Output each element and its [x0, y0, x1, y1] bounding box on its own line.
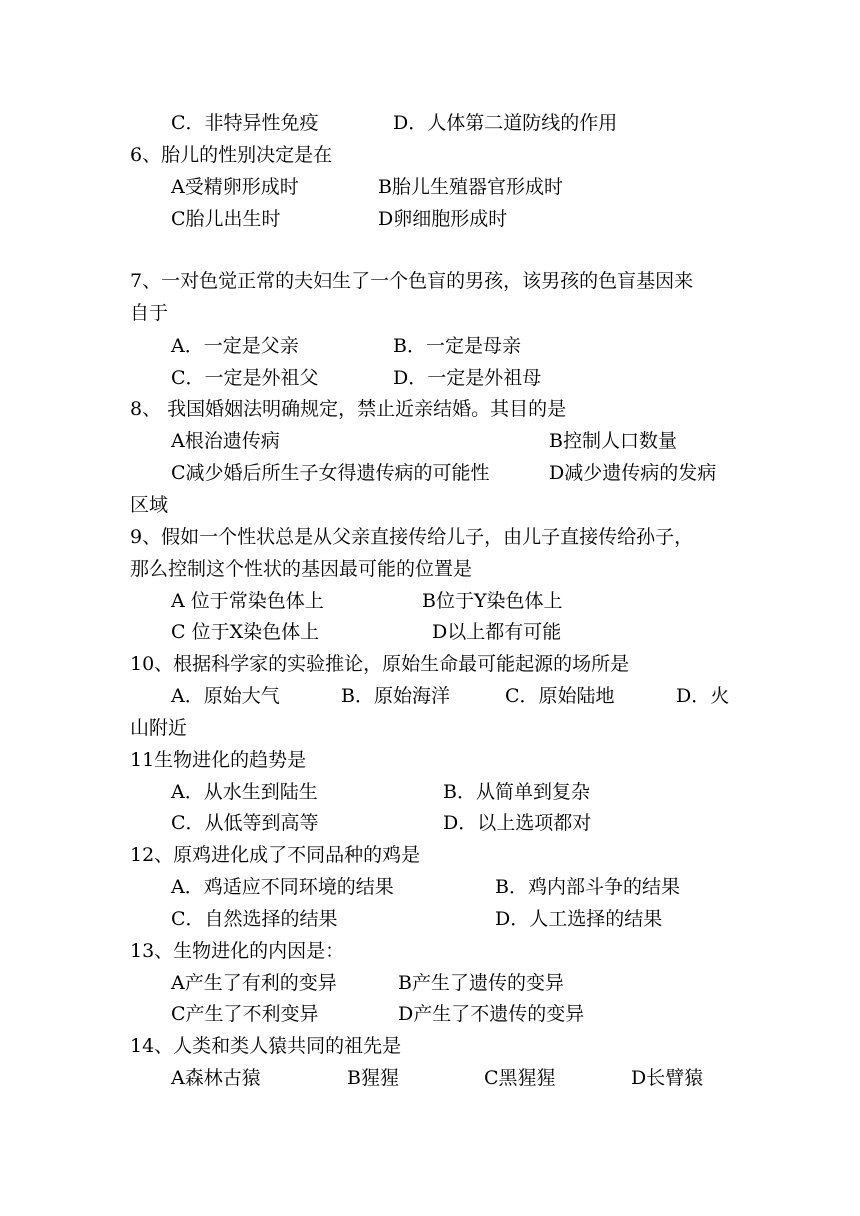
q12-option-b: B．鸡内部斗争的结果 — [495, 876, 680, 898]
question-13: 13、生物进化的内因是： — [130, 940, 345, 962]
q8-option-d: D减少遗传病的发病 — [549, 462, 717, 484]
q6-option-d: D卵细胞形成时 — [378, 208, 508, 230]
q12-option-d: D．人工选择的结果 — [495, 908, 663, 930]
q13-option-d: D产生了不遗传的变异 — [398, 1003, 585, 1025]
q6-option-c: C胎儿出生时 — [171, 208, 281, 230]
q11-option-a: A．从水生到陆生 — [171, 781, 318, 803]
q7-option-b: B．一定是母亲 — [393, 335, 521, 357]
q14-option-c: C黑猩猩 — [484, 1067, 556, 1089]
q12-option-a: A．鸡适应不同环境的结果 — [171, 876, 394, 898]
q9-option-c: C 位于X染色体上 — [171, 621, 320, 643]
q7-option-d: D．一定是外祖母 — [393, 367, 542, 389]
q10-option-b: B．原始海洋 — [341, 685, 450, 707]
question-10: 10、根据科学家的实验推论，原始生命最可能起源的场所是 — [130, 653, 630, 675]
q9-option-a: A 位于常染色体上 — [171, 590, 324, 612]
question-12: 12、原鸡进化成了不同品种的鸡是 — [130, 844, 421, 866]
q12-option-c: C．自然选择的结果 — [171, 908, 338, 930]
q8-option-b: B控制人口数量 — [549, 430, 677, 452]
question-14: 14、人类和类人猿共同的祖先是 — [130, 1035, 402, 1057]
q6-option-a: A受精卵形成时 — [171, 176, 299, 198]
question-6: 6、胎儿的性别决定是在 — [130, 144, 333, 166]
q7-option-a: A．一定是父亲 — [171, 335, 299, 357]
q9-option-b: B位于Y染色体上 — [422, 590, 563, 612]
q10-option-d-cont: 山附近 — [130, 717, 188, 739]
q13-option-b: B产生了遗传的变异 — [398, 972, 564, 994]
q9-option-d: D以上都有可能 — [432, 621, 562, 643]
q6-option-b: B胎儿生殖器官形成时 — [378, 176, 563, 198]
q14-option-a: A森林古猿 — [171, 1067, 261, 1089]
q13-option-a: A产生了有利的变异 — [171, 972, 337, 994]
q8-option-a: A根治遗传病 — [171, 430, 280, 452]
q14-option-d: D长臂猿 — [631, 1067, 704, 1089]
question-8: 8、 我国婚姻法明确规定，禁止近亲结婚。其目的是 — [130, 398, 567, 420]
q11-option-b: B．从简单到复杂 — [443, 781, 590, 803]
q5-option-c: C．非特异性免疫 — [171, 112, 319, 134]
question-11: 11生物进化的趋势是 — [130, 749, 307, 771]
q11-option-c: C．从低等到高等 — [171, 812, 319, 834]
q10-option-c: C．原始陆地 — [505, 685, 615, 707]
q10-option-a: A．原始大气 — [171, 685, 280, 707]
q10-option-d: D．火 — [676, 685, 730, 707]
q8-option-d-cont: 区域 — [130, 494, 169, 516]
q13-option-c: C产生了不利变异 — [171, 1003, 319, 1025]
question-7-cont: 自于 — [130, 302, 169, 324]
q5-option-d: D．人体第二道防线的作用 — [393, 112, 618, 134]
q11-option-d: D．以上选项都对 — [443, 812, 592, 834]
question-9-cont: 那么控制这个性状的基因最可能的位置是 — [130, 558, 473, 580]
question-7: 7、一对色觉正常的夫妇生了一个色盲的男孩，该男孩的色盲基因来 — [130, 270, 694, 292]
question-9: 9、假如一个性状总是从父亲直接传给儿子，由儿子直接传给孙子， — [130, 526, 694, 548]
q7-option-c: C．一定是外祖父 — [171, 367, 319, 389]
q14-option-b: B猩猩 — [347, 1067, 399, 1089]
q8-option-c: C减少婚后所生子女得遗传病的可能性 — [171, 462, 490, 484]
